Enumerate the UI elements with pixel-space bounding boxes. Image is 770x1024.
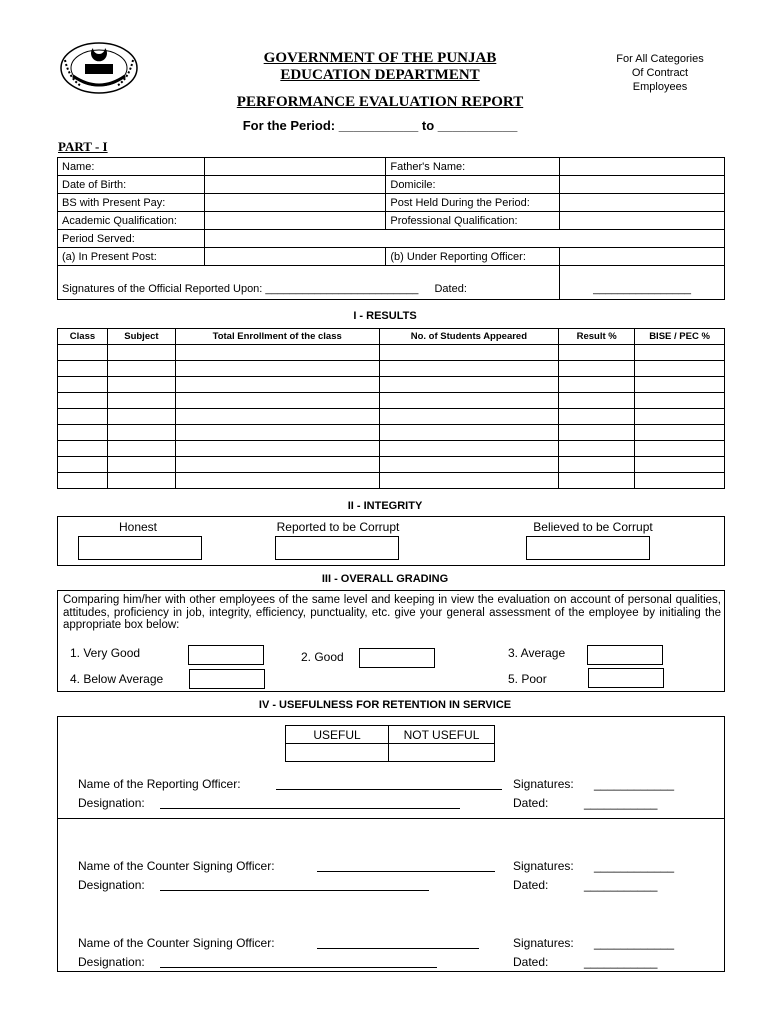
academic-qualification-field[interactable] — [204, 212, 386, 230]
in-present-post-label: (a) In Present Post: — [58, 248, 205, 266]
col-enrollment: Total Enrollment of the class — [175, 329, 379, 345]
table-row[interactable] — [58, 409, 725, 425]
official-dated-field[interactable] — [560, 266, 725, 300]
good-label: 2. Good — [301, 650, 344, 664]
honest-box[interactable] — [78, 536, 202, 560]
official-signatures-label: Signatures of the Official Reported Upon: _________________________ — [62, 283, 419, 295]
personal-info-section — [57, 157, 725, 300]
very-good-box[interactable] — [188, 645, 264, 665]
bs-pay-field[interactable] — [204, 194, 386, 212]
reporting-officer-label: Name of the Reporting Officer: — [78, 777, 241, 791]
not-useful-label: NOT USEFUL — [389, 726, 495, 744]
counter-2-designation-field[interactable] — [160, 967, 437, 968]
reporting-dated-label: Dated: — [513, 796, 549, 810]
counter-2-signatures-line[interactable]: ____________ — [594, 936, 675, 950]
counter-officer-1-field[interactable] — [317, 871, 495, 872]
average-box[interactable] — [587, 645, 663, 665]
honest-label: Honest — [118, 520, 158, 534]
useful-label: USEFUL — [286, 726, 389, 744]
signature-cell — [58, 266, 560, 300]
believed-corrupt-box[interactable] — [526, 536, 650, 560]
categories-note — [600, 52, 720, 94]
table-header-row — [58, 329, 725, 345]
counter-1-signatures-label: Signatures: — [513, 859, 574, 873]
section-divider — [58, 818, 724, 819]
counter-2-dated-line[interactable]: ___________ — [584, 955, 658, 969]
table-row[interactable] — [58, 425, 725, 441]
counter-officer-2-field[interactable] — [317, 948, 479, 949]
counter-officer-1-label: Name of the Counter Signing Officer: — [78, 859, 275, 873]
punjab-government-logo — [55, 38, 143, 100]
usefulness-heading: IV - USEFULNESS FOR RETENTION IN SERVICE — [258, 699, 512, 711]
results-heading: I - RESULTS — [353, 310, 417, 322]
official-dated-label: Dated: — [434, 283, 467, 295]
table-row[interactable] — [58, 345, 725, 361]
part-one-heading: PART - I — [58, 139, 108, 154]
under-officer-field[interactable] — [560, 248, 725, 266]
name-field[interactable] — [204, 158, 386, 176]
title-department: EDUCATION DEPARTMENT — [280, 67, 480, 83]
col-subject: Subject — [107, 329, 175, 345]
col-class: Class — [58, 329, 108, 345]
table-row[interactable] — [58, 473, 725, 489]
academic-qualification-label: Academic Qualification: — [58, 212, 205, 230]
integrity-heading: II - INTEGRITY — [347, 500, 423, 512]
table-row[interactable] — [58, 393, 725, 409]
table-row — [58, 230, 725, 248]
post-held-label: Post Held During the Period: — [386, 194, 560, 212]
table-row — [286, 744, 495, 762]
average-label: 3. Average — [508, 646, 566, 660]
father-name-label: Father's Name: — [386, 158, 560, 176]
period-label: For the Period: ___________ to ___________ — [242, 118, 518, 133]
useful-box[interactable] — [286, 744, 389, 762]
title-government: GOVERNMENT OF THE PUNJAB — [263, 50, 497, 66]
professional-qualification-field[interactable] — [560, 212, 725, 230]
name-label: Name: — [58, 158, 205, 176]
integrity-section — [57, 516, 725, 566]
grading-instruction: Comparing him/her with other employees of the same level and keeping in view the evaluation on account of personal qualities, attitudes, proficiency in job, integrity, efficiency, punctuality, etc. give your general assessment of the employee by initialing the appropriate box below: — [63, 594, 721, 631]
believed-corrupt-label: Believed to be Corrupt — [533, 520, 653, 534]
counter-officer-2-label: Name of the Counter Signing Officer: — [78, 936, 275, 950]
domicile-label: Domicile: — [386, 176, 560, 194]
table-row[interactable] — [58, 441, 725, 457]
grading-section — [57, 590, 725, 692]
below-average-box[interactable] — [189, 669, 265, 689]
dob-field[interactable] — [204, 176, 386, 194]
good-box[interactable] — [359, 648, 435, 668]
categories-line-3: Employees — [632, 81, 688, 93]
categories-line-1: For All Categories — [616, 53, 704, 65]
table-row — [58, 158, 725, 176]
very-good-label: 1. Very Good — [70, 646, 141, 660]
period-served-label: Period Served: — [58, 230, 205, 248]
reporting-signatures-label: Signatures: — [513, 777, 574, 791]
professional-qualification-label: Professional Qualification: — [386, 212, 560, 230]
counter-1-dated-label: Dated: — [513, 878, 549, 892]
reporting-dated-line[interactable]: ___________ — [584, 796, 658, 810]
under-officer-label: (b) Under Reporting Officer: — [386, 248, 560, 266]
reporting-officer-field[interactable] — [276, 789, 502, 790]
table-row[interactable] — [58, 377, 725, 393]
counter-2-dated-label: Dated: — [513, 955, 549, 969]
official-dated-line: ________________ — [593, 283, 691, 295]
domicile-field[interactable] — [560, 176, 725, 194]
table-row — [58, 266, 725, 300]
counter-1-designation-field[interactable] — [160, 890, 429, 891]
counter-1-dated-line[interactable]: ___________ — [584, 878, 658, 892]
col-result: Result % — [559, 329, 635, 345]
post-held-field[interactable] — [560, 194, 725, 212]
reporting-designation-label: Designation: — [78, 796, 145, 810]
not-useful-box[interactable] — [389, 744, 495, 762]
dob-label: Date of Birth: — [58, 176, 205, 194]
counter-1-designation-label: Designation: — [78, 878, 145, 892]
table-row[interactable] — [58, 457, 725, 473]
results-table — [57, 328, 725, 489]
period-served-field[interactable] — [204, 230, 724, 248]
table-row — [58, 212, 725, 230]
table-row — [286, 726, 495, 744]
usefulness-table — [285, 725, 495, 762]
report-title: PERFORMANCE EVALUATION REPORT — [236, 94, 524, 110]
table-row — [58, 248, 725, 266]
counter-2-designation-label: Designation: — [78, 955, 145, 969]
grading-heading: III - OVERALL GRADING — [321, 573, 449, 585]
col-bise: BISE / PEC % — [635, 329, 725, 345]
table-row — [58, 194, 725, 212]
table-row — [58, 176, 725, 194]
reporting-designation-field[interactable] — [160, 808, 460, 809]
reported-corrupt-label: Reported to be Corrupt — [276, 520, 400, 534]
poor-box[interactable] — [588, 668, 664, 688]
counter-2-signatures-label: Signatures: — [513, 936, 574, 950]
col-appeared: No. of Students Appeared — [379, 329, 559, 345]
usefulness-section — [57, 716, 725, 972]
below-average-label: 4. Below Average — [70, 672, 164, 686]
counter-1-signatures-line[interactable]: ____________ — [594, 859, 675, 873]
in-present-post-field[interactable] — [204, 248, 386, 266]
categories-line-2: Of Contract — [631, 67, 689, 79]
reporting-signatures-line[interactable]: ____________ — [594, 777, 675, 791]
father-name-field[interactable] — [560, 158, 725, 176]
table-row[interactable] — [58, 361, 725, 377]
bs-pay-label: BS with Present Pay: — [58, 194, 205, 212]
reported-corrupt-box[interactable] — [275, 536, 399, 560]
poor-label: 5. Poor — [508, 672, 547, 686]
